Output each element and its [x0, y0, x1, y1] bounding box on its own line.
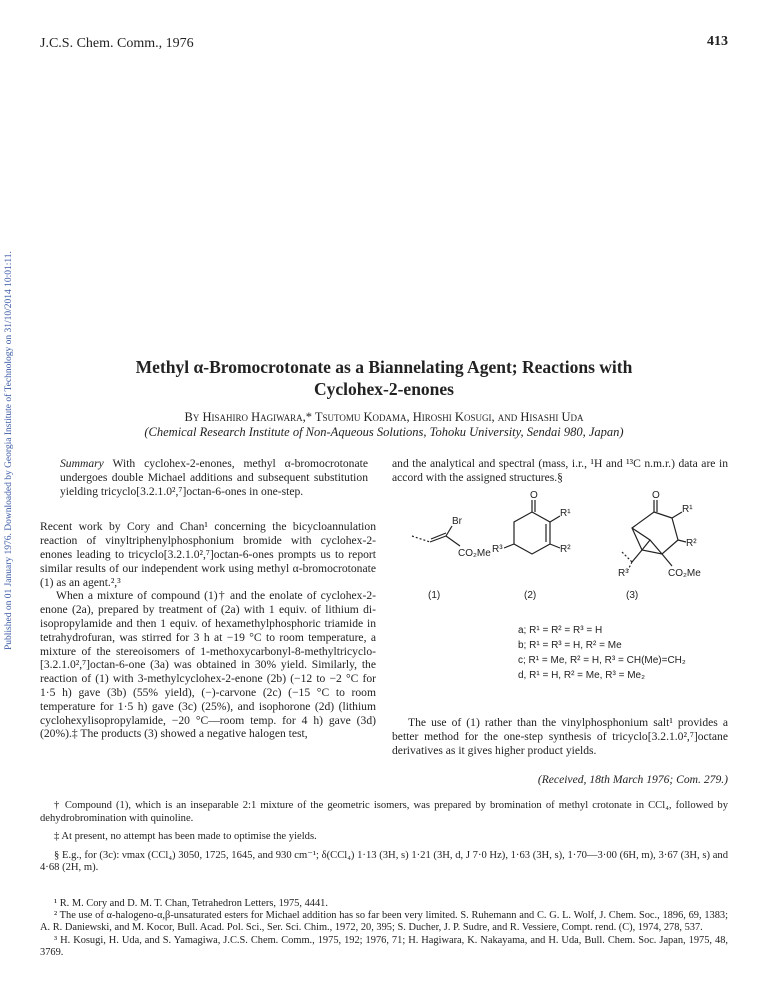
download-note [4, 150, 22, 650]
legend-d: d, R¹ = H, R² = Me, R³ = Me₂ [518, 670, 645, 681]
title-line-2: Cyclohex-2-enones [314, 379, 454, 399]
structures-figure [392, 490, 728, 690]
references [40, 898, 728, 959]
r1-label-3: R¹ [682, 504, 693, 515]
footnote-double-dagger: ‡ At present, no attempt has been made to optimise the yields. [54, 831, 317, 843]
br-label: Br [452, 516, 462, 527]
reference-1: ¹ R. M. Cory and D. M. T. Chan, Tetrahedron Letters, 1975, 4441. [54, 898, 328, 909]
structure-1 [412, 526, 460, 546]
legend-c: c; R¹ = Me, R² = H, R³ = CH(Me)=CH₂ [518, 655, 686, 666]
r2-label-2: R² [560, 544, 571, 555]
summary-label: Summary [60, 457, 104, 470]
reference-3: ³ H. Kosugi, H. Uda, and S. Yamagiwa, J.C.S. Chem. Comm., 1975, 192; 1976, 71; H. Hagiwara, K. Nakayama, and H. Uda, Bull. Chem. Soc. Japan, 1975, 48, 3769. [40, 934, 728, 958]
r2-label-3: R² [686, 538, 697, 549]
received-date: (Received, 18th March 1976; Com. 279.) [537, 773, 728, 787]
co2me-label-3: CO₂Me [668, 568, 701, 579]
affiliation: (Chemical Research Institute of Non-Aqueous Solutions, Tohoku University, Sendai 980, Japan) [144, 425, 624, 439]
legend-a: a; R¹ = R² = R³ = H [518, 625, 603, 636]
footnotes [40, 800, 728, 875]
o-label-3: O [652, 490, 660, 501]
body-paragraph-2: When a mixture of compound (1)† and the enolate of cyclohex-2-enone (2a), prepared by treatment of (2a) with 1 equiv. of lithium di-isopropylamide and then 1 equiv. of hexamethylphosphoric triamide in tetrahydrofuran, was stirred for 3 h at −19 °C to room temperature, a mixture of the stereoisomers of 1-methoxycarbonyl-8-methyltricyclo-[3.2.1.0²,⁷]octan-6-one (3a) was obtained in 30% yield. Similarly, the reaction of (1) with 3-methylcyclohex-2-enone (2b) (−12 to −2 °C for 1·5 h) gave (3b) (55% yield), (−)-carvone (2c) (−15 °C to room temperature for 1·5 h) gave (3c) (25%), and isophorone (2d) (lithium cyclohexylisopropylamide, −20 °C—room temp. for 4 h) gave (3d) (20%).‡ The products (3) showed a negative halogen test, [40, 589, 376, 741]
footnote-section: § E.g., for (3c): νmax (CCl₄) 3050, 1725, 1645, and 930 cm⁻¹; δ(CCl₄) 1·13 (3H, s) 1·21 (3H, d, J 7·0 Hz), 1·63 (3H, s), 1·70—3·00 (6H, m), 3·67 (3H, s) and 4·68 (2H, m). [40, 849, 728, 874]
structure-3 [622, 500, 686, 570]
body-paragraph-3: and the analytical and spectral (mass, i.r., ¹H and ¹³C n.m.r.) data are in accord with the assigned structures.§ [392, 457, 728, 484]
left-column [40, 457, 376, 741]
compound-3-label: (3) [626, 590, 639, 601]
summary [40, 457, 376, 498]
authors: By Hisahiro Hagiwara,* Tsutomu Kodama, Hiroshi Kosugi, and Hisashi Uda [184, 410, 584, 424]
body-paragraph-4: The use of (1) rather than the vinylphosphonium salt¹ provides a better method for the one-step synthesis of tricyclo[3.2.1.0²,⁷]octane derivatives as it gives higher product yields. [392, 716, 728, 757]
download-note-text: Published on 01 January 1976. Downloaded by Georgia Institute of Technology on 31/10/2014 10:01:11. [4, 251, 14, 650]
right-column-top [392, 457, 728, 485]
summary-text: With cyclohex-2-enones, methyl α-bromocrotonate undergoes double Michael additions and subsequent substitution yielding tricyclo[3.2.1.0²,⁷]octan-6-ones in one-step. [60, 457, 368, 498]
co2me-label-1: CO₂Me [458, 548, 491, 559]
r1-label-2: R¹ [560, 508, 571, 519]
page-number: 413 [707, 34, 728, 49]
r3-label-3: R³ [618, 568, 629, 579]
right-column-bottom [392, 716, 728, 787]
structure-2 [504, 500, 560, 554]
o-label-2: O [530, 490, 538, 501]
compound-2-label: (2) [524, 590, 537, 601]
title-line-1: Methyl α-Bromocrotonate as a Biannelating Agent; Reactions with [135, 357, 633, 377]
footnote-dagger: † Compound (1), which is an inseparable 2:1 mixture of the geometric isomers, was prepared by bromination of methyl crotonate in CCl₄, followed by dehydrobromination with quinoline. [40, 800, 728, 824]
r3-label-2: R³ [492, 544, 503, 555]
reference-2: ² The use of α-halogeno-α,β-unsaturated esters for Michael addition has so far been very limited. S. Ruhemann and C. G. L. Wolf, J. Chem. Soc., 1896, 69, 1383; A. R. Daniewski, and M. Kocor, Bull. Acad. Pol. Sci., Ser. Sci. Chim., 1972, 20, 395; S. Ducher, J. P. Sudre, and R. Vessiere, Compt. rend. (C), 1974, 278, 537. [40, 910, 728, 934]
paper-title [0, 356, 768, 400]
body-paragraph-1: Recent work by Cory and Chan¹ concerning the bicycloannulation reaction of vinyltriphenylphosphonium bromide with cyclohex-2-enones leading to tricyclo[3.2.1.0²,⁷]octan-6-ones prompts us to report similar results of our independent work using methyl α-bromocrotonate (1) as an agent.²,³ [40, 520, 376, 589]
journal-header: J.C.S. Chem. Comm., 1976 [40, 36, 194, 51]
legend-b: b; R¹ = R³ = H, R² = Me [518, 640, 622, 651]
compound-1-label: (1) [428, 590, 441, 601]
